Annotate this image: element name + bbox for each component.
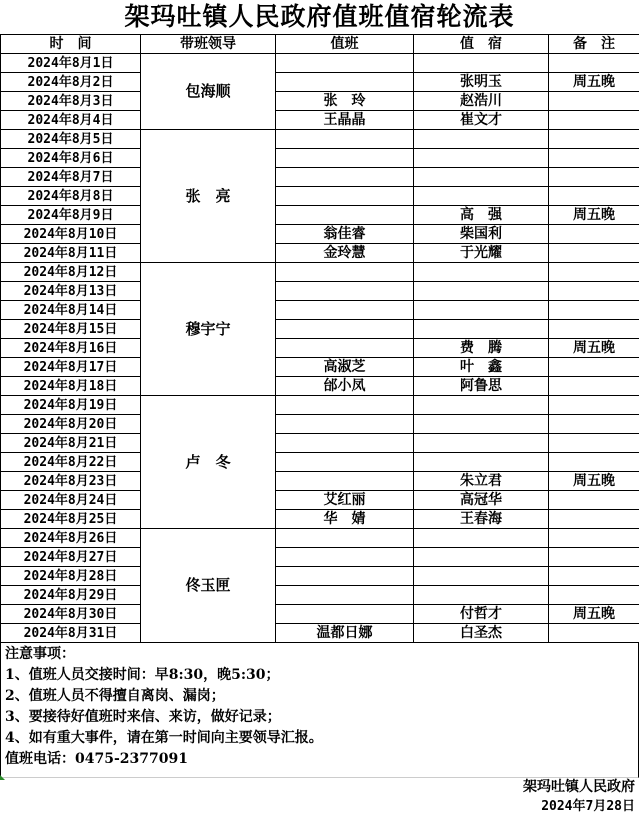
date-cell: 2024年8月14日 [1,301,141,320]
overnight-cell: 费 腾 [414,339,549,358]
duty-cell: 高淑芝 [276,358,414,377]
overnight-cell [414,320,549,339]
overnight-cell: 于光耀 [414,244,549,263]
overnight-cell [414,282,549,301]
table-row [1,567,639,586]
notes-section [0,642,639,778]
note-cell: 周五晚 [549,472,639,491]
date-cell: 2024年8月5日 [1,130,141,149]
table-row [1,548,639,567]
duty-roster-table [0,34,639,643]
note-cell [549,301,639,320]
duty-cell: 王晶晶 [276,111,414,130]
note-cell [549,92,639,111]
header-leader: 带班领导 [141,35,276,54]
table-row [1,206,639,225]
note-cell [549,130,639,149]
date-cell: 2024年8月26日 [1,529,141,548]
note-cell [549,548,639,567]
note-cell [549,453,639,472]
leader-cell: 包海顺 [141,54,276,130]
table-header-row [1,35,639,54]
duty-cell [276,415,414,434]
note-cell: 周五晚 [549,339,639,358]
table-row [1,605,639,624]
duty-cell: 张 玲 [276,92,414,111]
table-row [1,111,639,130]
overnight-cell [414,168,549,187]
overnight-cell [414,187,549,206]
date-cell: 2024年8月13日 [1,282,141,301]
date-cell: 2024年8月29日 [1,586,141,605]
note-cell [549,491,639,510]
table-row [1,282,639,301]
page-title: 架玛吐镇人民政府值班值宿轮流表 [124,2,515,31]
date-cell: 2024年8月28日 [1,567,141,586]
note-cell [549,377,639,396]
date-cell: 2024年8月19日 [1,396,141,415]
date-cell: 2024年8月12日 [1,263,141,282]
note-cell [549,358,639,377]
note-cell [549,624,639,643]
table-row [1,187,639,206]
date-cell: 2024年8月21日 [1,434,141,453]
overnight-cell [414,415,549,434]
table-row [1,377,639,396]
date-cell: 2024年8月25日 [1,510,141,529]
cell-marker-icon [0,775,5,780]
duty-cell [276,339,414,358]
duty-cell [276,453,414,472]
leader-cell: 卢 冬 [141,396,276,529]
overnight-cell [414,453,549,472]
header-note: 备 注 [549,35,639,54]
duty-cell [276,320,414,339]
note-cell [549,225,639,244]
duty-cell [276,586,414,605]
duty-cell: 温都日娜 [276,624,414,643]
overnight-cell: 高 强 [414,206,549,225]
overnight-cell: 付哲才 [414,605,549,624]
table-row [1,244,639,263]
note-item: 3、要接待好值班时来信、来访，做好记录； [5,709,281,725]
duty-phone: 值班电话：0475-2377091 [5,751,188,767]
duty-cell [276,548,414,567]
table-row [1,168,639,187]
overnight-cell [414,529,549,548]
note-cell: 周五晚 [549,206,639,225]
leader-cell: 张 亮 [141,130,276,263]
footer-date: 2024年7月28日 [541,799,635,814]
duty-cell [276,187,414,206]
table-row [1,491,639,510]
overnight-cell [414,130,549,149]
overnight-cell [414,149,549,168]
date-cell: 2024年8月6日 [1,149,141,168]
duty-cell [276,54,414,73]
duty-cell [276,529,414,548]
duty-cell [276,301,414,320]
note-cell [549,282,639,301]
overnight-cell: 柴国利 [414,225,549,244]
header-duty: 值班 [276,35,414,54]
date-cell: 2024年8月20日 [1,415,141,434]
table-row [1,301,639,320]
date-cell: 2024年8月4日 [1,111,141,130]
leader-cell: 穆宇宁 [141,263,276,396]
duty-cell [276,282,414,301]
duty-cell [276,149,414,168]
date-cell: 2024年8月2日 [1,73,141,92]
notes-heading: 注意事项： [5,646,75,662]
note-cell [549,149,639,168]
overnight-cell [414,396,549,415]
date-cell: 2024年8月7日 [1,168,141,187]
overnight-cell [414,263,549,282]
table-row [1,358,639,377]
header-time: 时 间 [1,35,141,54]
duty-cell: 华 婧 [276,510,414,529]
table-row [1,339,639,358]
table-row [1,453,639,472]
duty-cell [276,73,414,92]
date-cell: 2024年8月31日 [1,624,141,643]
table-row [1,320,639,339]
overnight-cell: 白圣杰 [414,624,549,643]
overnight-cell: 叶 鑫 [414,358,549,377]
date-cell: 2024年8月23日 [1,472,141,491]
duty-cell: 邰小凤 [276,377,414,396]
date-cell: 2024年8月17日 [1,358,141,377]
duty-cell: 金玲慧 [276,244,414,263]
table-row [1,624,639,643]
duty-cell [276,434,414,453]
note-cell: 周五晚 [549,605,639,624]
date-cell: 2024年8月9日 [1,206,141,225]
note-cell [549,434,639,453]
note-cell [549,244,639,263]
duty-cell: 艾红丽 [276,491,414,510]
date-cell: 2024年8月24日 [1,491,141,510]
duty-cell [276,206,414,225]
table-row [1,434,639,453]
date-cell: 2024年8月1日 [1,54,141,73]
table-row [1,130,639,149]
roster-body [1,54,639,643]
table-row [1,263,639,282]
note-cell [549,567,639,586]
note-cell [549,586,639,605]
table-row [1,510,639,529]
date-cell: 2024年8月10日 [1,225,141,244]
note-cell [549,168,639,187]
header-overnight: 值 宿 [414,35,549,54]
table-row [1,54,639,73]
date-cell: 2024年8月8日 [1,187,141,206]
overnight-cell [414,54,549,73]
overnight-cell [414,586,549,605]
date-cell: 2024年8月16日 [1,339,141,358]
note-cell [549,111,639,130]
table-row [1,529,639,548]
duty-cell [276,567,414,586]
footer [523,778,635,816]
table-row [1,225,639,244]
duty-cell [276,472,414,491]
duty-cell [276,605,414,624]
date-cell: 2024年8月11日 [1,244,141,263]
date-cell: 2024年8月15日 [1,320,141,339]
note-item: 2、值班人员不得擅自离岗、漏岗； [5,688,225,704]
overnight-cell [414,548,549,567]
note-cell [549,187,639,206]
overnight-cell [414,434,549,453]
table-row [1,73,639,92]
table-row [1,149,639,168]
duty-cell: 翁佳睿 [276,225,414,244]
date-cell: 2024年8月3日 [1,92,141,111]
overnight-cell: 崔文才 [414,111,549,130]
note-item: 1、值班人员交接时间：早8:30，晚5:30； [5,667,280,683]
note-cell: 周五晚 [549,73,639,92]
note-cell [549,396,639,415]
note-item: 4、如有重大事件，请在第一时间向主要领导汇报。 [5,730,323,746]
date-cell: 2024年8月22日 [1,453,141,472]
table-row [1,472,639,491]
overnight-cell [414,301,549,320]
overnight-cell: 阿鲁思 [414,377,549,396]
note-cell [549,263,639,282]
overnight-cell: 高冠华 [414,491,549,510]
overnight-cell: 赵浩川 [414,92,549,111]
duty-cell [276,130,414,149]
note-cell [549,529,639,548]
date-cell: 2024年8月27日 [1,548,141,567]
table-row [1,92,639,111]
note-cell [549,415,639,434]
date-cell: 2024年8月30日 [1,605,141,624]
duty-cell [276,168,414,187]
note-cell [549,510,639,529]
duty-cell [276,396,414,415]
table-row [1,396,639,415]
note-cell [549,54,639,73]
overnight-cell: 王春海 [414,510,549,529]
table-row [1,586,639,605]
overnight-cell: 张明玉 [414,73,549,92]
note-cell [549,320,639,339]
duty-cell [276,263,414,282]
table-row [1,415,639,434]
overnight-cell: 朱立君 [414,472,549,491]
leader-cell: 佟玉匣 [141,529,276,643]
footer-org: 架玛吐镇人民政府 [523,779,635,795]
date-cell: 2024年8月18日 [1,377,141,396]
overnight-cell [414,567,549,586]
